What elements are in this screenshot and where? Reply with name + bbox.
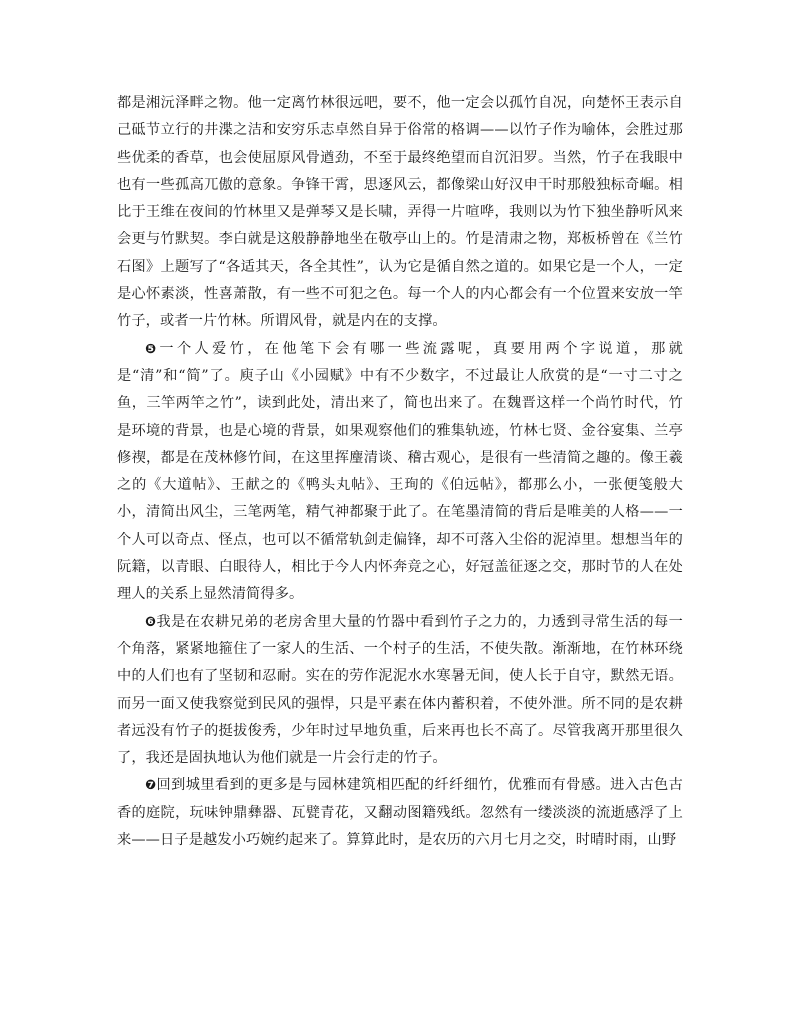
document-body xyxy=(117,90,683,854)
paragraph-text: 一个人爱竹，在他笔下会有哪一些流露呢，真要用两个字说道，那就是“清”和“简”了。庾子山《小园赋》中有不少数字，不过最让人欣赏的是“一寸二寸之鱼，三竿两竿之竹”，读到此处，清出来了，简也出来了。在魏晋这样一个尚竹时代，竹是环境的背景，也是心境的背景，如果观察他们的雅集轨迹，竹林七贤、金谷宴集、兰亭修禊，都是在茂林修竹间，在这里挥麈清谈、稽古观心，是很有一些清简之趣的。像王羲之的《大道帖》、王献之的《鸭头丸帖》、王珣的《伯远帖》，都那么小，一张便笺般大小，清简出风尘，三笔两笔，精气神都聚于此了。在笔墨清简的背后是唯美的人格——一个人可以奇点、怪点，也可以不循常轨剑走偏锋，却不可落入尘俗的泥淖里。想想当年的阮籍，以青眼、白眼待人，相比于今人内怀奔竞之心，好冠盖征逐之交，那时节的人在处理人的关系上显然清简得多。 xyxy=(117,340,683,603)
paragraph-continuation xyxy=(117,90,683,336)
paragraph-text: 我是在农耕兄弟的老房舍里大量的竹器中看到竹子之力的，力透到寻常生活的每一个角落，紧紧地箍住了一家人的生活、一个村子的生活，不使失散。渐渐地，在竹林环绕中的人们也有了坚韧和忍耐。实在的劳作泥泥水水寒暑无间，使人长于自守，默然无语。而另一面又使我察觉到民风的强悍，只是平素在体内蓄积着，不使外泄。所不同的是农耕者远没有竹子的挺拔俊秀，少年时过早地负重，后来再也长不高了。尽管我离开那里很久了，我还是固执地认为他们就是一片会行走的竹子。 xyxy=(117,613,683,767)
paragraph-6 xyxy=(117,609,683,773)
paragraph-text: 都是湘沅泽畔之物。他一定离竹林很远吧，要不，他一定会以孤竹自况，向楚怀王表示自己砥节立行的井渫之洁和安穷乐志卓然自异于俗常的格调——以竹子作为喻体，会胜过那些优柔的香草，也会使屈原风骨遒劲，不至于最终绝望而自沉汨罗。当然，竹子在我眼中也有一些孤高兀傲的意象。争锋干霄，思逐风云，都像梁山好汉申干时那般独标奇崛。相比于王维在夜间的竹林里又是弹琴又是长啸，弄得一片喧哗，我则以为竹下独坐静听风来会更与竹默契。李白就是这般静静地坐在敬亭山上的。竹是清肃之物，郑板桥曾在《兰竹石图》上题写了“各适其天，各全其性”，认为它是循自然之道的。如果它是一个人，一定是心怀素淡，性喜萧散，有一些不可犯之色。每一个人的内心都会有一个位置来安放一竿竹子，或者一片竹林。所谓风骨，就是内在的支撑。 xyxy=(117,95,683,330)
paragraph-7 xyxy=(117,772,683,854)
paragraph-text: 回到城里看到的更多是与园林建筑相匹配的纤纤细竹，优雅而有骨感。进入古色古香的庭院，玩味钟鼎彝器、瓦甓青花，又翻动图籍残纸。忽然有一缕淡淡的流逝感浮了上来——日子是越发小巧婉约起来了。算算此时，是农历的六月七月之交，时晴时雨，山野 xyxy=(117,777,683,849)
paragraph-number-badge: ❼ xyxy=(145,778,157,794)
paragraph-5 xyxy=(117,336,683,609)
paragraph-number-badge: ❻ xyxy=(145,614,157,630)
paragraph-number-badge: ❺ xyxy=(145,341,160,357)
